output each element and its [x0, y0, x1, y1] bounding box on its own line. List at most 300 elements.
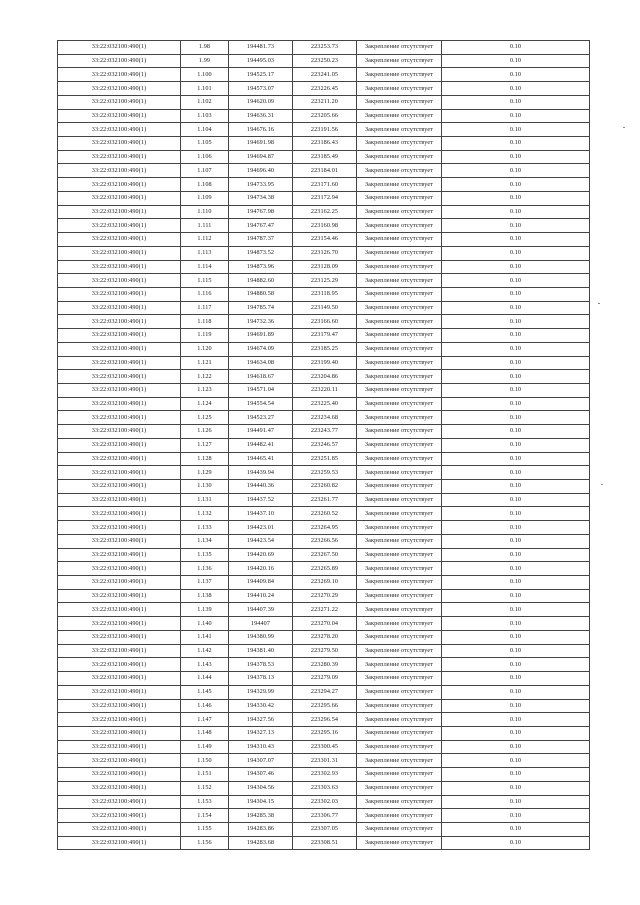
y-coordinate-cell: 223301.31: [293, 754, 357, 768]
error-value-cell: 0.10: [442, 41, 590, 55]
y-coordinate-cell: 223241.05: [293, 68, 357, 82]
fixation-method-cell: Закрепление отсутствует: [357, 287, 442, 301]
point-number-cell: 1.155: [181, 822, 229, 836]
point-number-cell: 1.138: [181, 589, 229, 603]
x-coordinate-cell: 194407: [229, 617, 293, 631]
y-coordinate-cell: 223211.20: [293, 95, 357, 109]
fixation-method-cell: Закрепление отсутствует: [357, 507, 442, 521]
error-value-cell: 0.10: [442, 795, 590, 809]
error-value-cell: 0.10: [442, 219, 590, 233]
x-coordinate-cell: 194423.54: [229, 534, 293, 548]
y-coordinate-cell: 223279.50: [293, 644, 357, 658]
point-number-cell: 1.117: [181, 301, 229, 315]
x-coordinate-cell: 194327.13: [229, 726, 293, 740]
point-number-cell: 1.141: [181, 630, 229, 644]
x-coordinate-cell: 194618.67: [229, 370, 293, 384]
point-number-cell: 1.105: [181, 137, 229, 151]
point-number-cell: 1.129: [181, 466, 229, 480]
cadastral-number-cell: 33:22:032100:490(1): [58, 795, 181, 809]
y-coordinate-cell: 223118.95: [293, 287, 357, 301]
y-coordinate-cell: 223261.77: [293, 493, 357, 507]
fixation-method-cell: Закрепление отсутствует: [357, 137, 442, 151]
cadastral-number-cell: 33:22:032100:490(1): [58, 287, 181, 301]
x-coordinate-cell: 194495.03: [229, 54, 293, 68]
cadastral-number-cell: 33:22:032100:490(1): [58, 589, 181, 603]
y-coordinate-cell: 223279.09: [293, 672, 357, 686]
cadastral-number-cell: 33:22:032100:490(1): [58, 603, 181, 617]
table-row: [58, 397, 590, 411]
fixation-method-cell: Закрепление отсутствует: [357, 191, 442, 205]
x-coordinate-cell: 194734.38: [229, 191, 293, 205]
error-value-cell: 0.10: [442, 95, 590, 109]
x-coordinate-cell: 194304.56: [229, 781, 293, 795]
cadastral-number-cell: 33:22:032100:490(1): [58, 260, 181, 274]
point-number-cell: 1.110: [181, 205, 229, 219]
y-coordinate-cell: 223260.82: [293, 480, 357, 494]
table-row: [58, 41, 590, 55]
point-number-cell: 1.122: [181, 370, 229, 384]
fixation-method-cell: Закрепление отсутствует: [357, 836, 442, 850]
cadastral-number-cell: 33:22:032100:490(1): [58, 356, 181, 370]
table-row: [58, 644, 590, 658]
cadastral-number-cell: 33:22:032100:490(1): [58, 191, 181, 205]
y-coordinate-cell: 223296.54: [293, 713, 357, 727]
error-value-cell: 0.10: [442, 576, 590, 590]
fixation-method-cell: Закрепление отсутствует: [357, 397, 442, 411]
fixation-method-cell: Закрепление отсутствует: [357, 480, 442, 494]
scan-speck: [623, 127, 625, 128]
point-number-cell: 1.142: [181, 644, 229, 658]
point-number-cell: 1.119: [181, 329, 229, 343]
y-coordinate-cell: 223162.25: [293, 205, 357, 219]
error-value-cell: 0.10: [442, 425, 590, 439]
cadastral-number-cell: 33:22:032100:490(1): [58, 95, 181, 109]
y-coordinate-cell: 223269.10: [293, 576, 357, 590]
error-value-cell: 0.10: [442, 809, 590, 823]
point-number-cell: 1.126: [181, 425, 229, 439]
fixation-method-cell: Закрепление отсутствует: [357, 822, 442, 836]
x-coordinate-cell: 194691.89: [229, 329, 293, 343]
table-row: [58, 137, 590, 151]
x-coordinate-cell: 194691.98: [229, 137, 293, 151]
x-coordinate-cell: 194378.53: [229, 658, 293, 672]
point-number-cell: 1.147: [181, 713, 229, 727]
table-row: [58, 493, 590, 507]
point-number-cell: 1.130: [181, 480, 229, 494]
error-value-cell: 0.10: [442, 260, 590, 274]
x-coordinate-cell: 194482.41: [229, 438, 293, 452]
fixation-method-cell: Закрепление отсутствует: [357, 576, 442, 590]
table-row: [58, 356, 590, 370]
table-row: [58, 260, 590, 274]
table-row: [58, 274, 590, 288]
x-coordinate-cell: 194307.07: [229, 754, 293, 768]
error-value-cell: 0.10: [442, 699, 590, 713]
table-row: [58, 699, 590, 713]
y-coordinate-cell: 223270.29: [293, 589, 357, 603]
fixation-method-cell: Закрепление отсутствует: [357, 342, 442, 356]
point-number-cell: 1.132: [181, 507, 229, 521]
table-row: [58, 438, 590, 452]
error-value-cell: 0.10: [442, 123, 590, 137]
point-number-cell: 1.145: [181, 685, 229, 699]
table-row: [58, 726, 590, 740]
x-coordinate-cell: 194694.87: [229, 150, 293, 164]
fixation-method-cell: Закрепление отсутствует: [357, 781, 442, 795]
point-number-cell: 1.99: [181, 54, 229, 68]
x-coordinate-cell: 194767.98: [229, 205, 293, 219]
error-value-cell: 0.10: [442, 740, 590, 754]
fixation-method-cell: Закрепление отсутствует: [357, 438, 442, 452]
y-coordinate-cell: 223303.63: [293, 781, 357, 795]
x-coordinate-cell: 194880.58: [229, 287, 293, 301]
point-number-cell: 1.148: [181, 726, 229, 740]
error-value-cell: 0.10: [442, 603, 590, 617]
cadastral-number-cell: 33:22:032100:490(1): [58, 768, 181, 782]
cadastral-number-cell: 33:22:032100:490(1): [58, 754, 181, 768]
point-number-cell: 1.118: [181, 315, 229, 329]
fixation-method-cell: Закрепление отсутствует: [357, 315, 442, 329]
fixation-method-cell: Закрепление отсутствует: [357, 260, 442, 274]
fixation-method-cell: Закрепление отсутствует: [357, 95, 442, 109]
error-value-cell: 0.10: [442, 315, 590, 329]
table-row: [58, 795, 590, 809]
y-coordinate-cell: 223246.57: [293, 438, 357, 452]
cadastral-number-cell: 33:22:032100:490(1): [58, 726, 181, 740]
point-number-cell: 1.114: [181, 260, 229, 274]
fixation-method-cell: Закрепление отсутствует: [357, 370, 442, 384]
error-value-cell: 0.10: [442, 246, 590, 260]
fixation-method-cell: Закрепление отсутствует: [357, 630, 442, 644]
point-number-cell: 1.136: [181, 562, 229, 576]
fixation-method-cell: Закрепление отсутствует: [357, 809, 442, 823]
table-row: [58, 205, 590, 219]
point-number-cell: 1.104: [181, 123, 229, 137]
fixation-method-cell: Закрепление отсутствует: [357, 617, 442, 631]
fixation-method-cell: Закрепление отсутствует: [357, 548, 442, 562]
y-coordinate-cell: 223166.60: [293, 315, 357, 329]
x-coordinate-cell: 194481.73: [229, 41, 293, 55]
x-coordinate-cell: 194634.08: [229, 356, 293, 370]
point-number-cell: 1.121: [181, 356, 229, 370]
fixation-method-cell: Закрепление отсутствует: [357, 685, 442, 699]
x-coordinate-cell: 194767.47: [229, 219, 293, 233]
table-row: [58, 109, 590, 123]
y-coordinate-cell: 223128.09: [293, 260, 357, 274]
table-row: [58, 534, 590, 548]
cadastral-number-cell: 33:22:032100:490(1): [58, 699, 181, 713]
cadastral-number-cell: 33:22:032100:490(1): [58, 630, 181, 644]
y-coordinate-cell: 223280.39: [293, 658, 357, 672]
point-number-cell: 1.101: [181, 82, 229, 96]
x-coordinate-cell: 194523.27: [229, 411, 293, 425]
table-row: [58, 411, 590, 425]
fixation-method-cell: Закрепление отсутствует: [357, 672, 442, 686]
error-value-cell: 0.10: [442, 301, 590, 315]
point-number-cell: 1.143: [181, 658, 229, 672]
table-row: [58, 329, 590, 343]
x-coordinate-cell: 194882.60: [229, 274, 293, 288]
error-value-cell: 0.10: [442, 109, 590, 123]
table-row: [58, 548, 590, 562]
cadastral-number-cell: 33:22:032100:490(1): [58, 644, 181, 658]
y-coordinate-cell: 223294.27: [293, 685, 357, 699]
fixation-method-cell: Закрепление отсутствует: [357, 562, 442, 576]
point-number-cell: 1.125: [181, 411, 229, 425]
y-coordinate-cell: 223199.40: [293, 356, 357, 370]
error-value-cell: 0.10: [442, 164, 590, 178]
error-value-cell: 0.10: [442, 836, 590, 850]
coordinates-table-body: [58, 41, 590, 850]
fixation-method-cell: Закрепление отсутствует: [357, 82, 442, 96]
cadastral-number-cell: 33:22:032100:490(1): [58, 342, 181, 356]
fixation-method-cell: Закрепление отсутствует: [357, 41, 442, 55]
error-value-cell: 0.10: [442, 82, 590, 96]
y-coordinate-cell: 223250.23: [293, 54, 357, 68]
y-coordinate-cell: 223306.77: [293, 809, 357, 823]
table-row: [58, 576, 590, 590]
point-number-cell: 1.146: [181, 699, 229, 713]
y-coordinate-cell: 223251.85: [293, 452, 357, 466]
cadastral-number-cell: 33:22:032100:490(1): [58, 740, 181, 754]
fixation-method-cell: Закрепление отсутствует: [357, 274, 442, 288]
x-coordinate-cell: 194437.10: [229, 507, 293, 521]
table-row: [58, 822, 590, 836]
y-coordinate-cell: 223243.77: [293, 425, 357, 439]
cadastral-number-cell: 33:22:032100:490(1): [58, 68, 181, 82]
fixation-method-cell: Закрепление отсутствует: [357, 109, 442, 123]
point-number-cell: 1.124: [181, 397, 229, 411]
fixation-method-cell: Закрепление отсутствует: [357, 452, 442, 466]
error-value-cell: 0.10: [442, 521, 590, 535]
table-row: [58, 672, 590, 686]
fixation-method-cell: Закрепление отсутствует: [357, 726, 442, 740]
x-coordinate-cell: 194410.24: [229, 589, 293, 603]
table-row: [58, 617, 590, 631]
y-coordinate-cell: 223267.50: [293, 548, 357, 562]
y-coordinate-cell: 223295.66: [293, 699, 357, 713]
table-row: [58, 383, 590, 397]
table-row: [58, 301, 590, 315]
error-value-cell: 0.10: [442, 438, 590, 452]
y-coordinate-cell: 223271.22: [293, 603, 357, 617]
x-coordinate-cell: 194636.31: [229, 109, 293, 123]
table-row: [58, 54, 590, 68]
x-coordinate-cell: 194873.52: [229, 246, 293, 260]
error-value-cell: 0.10: [442, 781, 590, 795]
cadastral-number-cell: 33:22:032100:490(1): [58, 534, 181, 548]
fixation-method-cell: Закрепление отсутствует: [357, 219, 442, 233]
y-coordinate-cell: 223270.04: [293, 617, 357, 631]
error-value-cell: 0.10: [442, 822, 590, 836]
table-row: [58, 836, 590, 850]
fixation-method-cell: Закрепление отсутствует: [357, 644, 442, 658]
y-coordinate-cell: 223308.51: [293, 836, 357, 850]
x-coordinate-cell: 194420.16: [229, 562, 293, 576]
error-value-cell: 0.10: [442, 589, 590, 603]
y-coordinate-cell: 223260.52: [293, 507, 357, 521]
point-number-cell: 1.131: [181, 493, 229, 507]
point-number-cell: 1.150: [181, 754, 229, 768]
error-value-cell: 0.10: [442, 383, 590, 397]
fixation-method-cell: Закрепление отсутствует: [357, 521, 442, 535]
y-coordinate-cell: 223185.25: [293, 342, 357, 356]
table-row: [58, 658, 590, 672]
error-value-cell: 0.10: [442, 205, 590, 219]
table-row: [58, 507, 590, 521]
table-row: [58, 589, 590, 603]
error-value-cell: 0.10: [442, 713, 590, 727]
cadastral-number-cell: 33:22:032100:490(1): [58, 425, 181, 439]
cadastral-number-cell: 33:22:032100:490(1): [58, 370, 181, 384]
point-number-cell: 1.152: [181, 781, 229, 795]
fixation-method-cell: Закрепление отсутствует: [357, 329, 442, 343]
cadastral-number-cell: 33:22:032100:490(1): [58, 562, 181, 576]
y-coordinate-cell: 223191.56: [293, 123, 357, 137]
table-row: [58, 562, 590, 576]
point-number-cell: 1.128: [181, 452, 229, 466]
y-coordinate-cell: 223265.89: [293, 562, 357, 576]
cadastral-number-cell: 33:22:032100:490(1): [58, 658, 181, 672]
error-value-cell: 0.10: [442, 287, 590, 301]
cadastral-number-cell: 33:22:032100:490(1): [58, 178, 181, 192]
y-coordinate-cell: 223295.16: [293, 726, 357, 740]
error-value-cell: 0.10: [442, 548, 590, 562]
cadastral-number-cell: 33:22:032100:490(1): [58, 150, 181, 164]
x-coordinate-cell: 194491.47: [229, 425, 293, 439]
cadastral-number-cell: 33:22:032100:490(1): [58, 452, 181, 466]
cadastral-number-cell: 33:22:032100:490(1): [58, 672, 181, 686]
scan-speck: [601, 484, 603, 485]
error-value-cell: 0.10: [442, 630, 590, 644]
y-coordinate-cell: 223125.29: [293, 274, 357, 288]
table-row: [58, 685, 590, 699]
cadastral-number-cell: 33:22:032100:490(1): [58, 301, 181, 315]
fixation-method-cell: Закрепление отсутствует: [357, 383, 442, 397]
point-number-cell: 1.123: [181, 383, 229, 397]
scan-speck: [598, 303, 600, 304]
fixation-method-cell: Закрепление отсутствует: [357, 699, 442, 713]
point-number-cell: 1.102: [181, 95, 229, 109]
table-row: [58, 287, 590, 301]
cadastral-number-cell: 33:22:032100:490(1): [58, 713, 181, 727]
fixation-method-cell: Закрепление отсутствует: [357, 795, 442, 809]
point-number-cell: 1.120: [181, 342, 229, 356]
y-coordinate-cell: 223225.40: [293, 397, 357, 411]
y-coordinate-cell: 223302.03: [293, 795, 357, 809]
table-row: [58, 178, 590, 192]
cadastral-number-cell: 33:22:032100:490(1): [58, 123, 181, 137]
error-value-cell: 0.10: [442, 466, 590, 480]
fixation-method-cell: Закрепление отсутствует: [357, 425, 442, 439]
cadastral-number-cell: 33:22:032100:490(1): [58, 164, 181, 178]
error-value-cell: 0.10: [442, 178, 590, 192]
cadastral-number-cell: 33:22:032100:490(1): [58, 41, 181, 55]
table-row: [58, 809, 590, 823]
y-coordinate-cell: 223300.45: [293, 740, 357, 754]
error-value-cell: 0.10: [442, 137, 590, 151]
error-value-cell: 0.10: [442, 672, 590, 686]
table-row: [58, 781, 590, 795]
x-coordinate-cell: 194378.13: [229, 672, 293, 686]
x-coordinate-cell: 194420.69: [229, 548, 293, 562]
fixation-method-cell: Закрепление отсутствует: [357, 301, 442, 315]
cadastral-number-cell: 33:22:032100:490(1): [58, 493, 181, 507]
fixation-method-cell: Закрепление отсутствует: [357, 534, 442, 548]
x-coordinate-cell: 194380.99: [229, 630, 293, 644]
fixation-method-cell: Закрепление отсутствует: [357, 150, 442, 164]
fixation-method-cell: Закрепление отсутствует: [357, 740, 442, 754]
table-row: [58, 233, 590, 247]
cadastral-number-cell: 33:22:032100:490(1): [58, 781, 181, 795]
y-coordinate-cell: 223149.50: [293, 301, 357, 315]
error-value-cell: 0.10: [442, 768, 590, 782]
fixation-method-cell: Закрепление отсутствует: [357, 178, 442, 192]
error-value-cell: 0.10: [442, 658, 590, 672]
x-coordinate-cell: 194285.38: [229, 809, 293, 823]
point-number-cell: 1.98: [181, 41, 229, 55]
y-coordinate-cell: 223179.47: [293, 329, 357, 343]
x-coordinate-cell: 194785.74: [229, 301, 293, 315]
fixation-method-cell: Закрепление отсутствует: [357, 603, 442, 617]
x-coordinate-cell: 194381.40: [229, 644, 293, 658]
table-row: [58, 219, 590, 233]
x-coordinate-cell: 194307.46: [229, 768, 293, 782]
error-value-cell: 0.10: [442, 534, 590, 548]
y-coordinate-cell: 223186.43: [293, 137, 357, 151]
x-coordinate-cell: 194733.95: [229, 178, 293, 192]
x-coordinate-cell: 194620.09: [229, 95, 293, 109]
point-number-cell: 1.140: [181, 617, 229, 631]
y-coordinate-cell: 223234.68: [293, 411, 357, 425]
cadastral-number-cell: 33:22:032100:490(1): [58, 137, 181, 151]
x-coordinate-cell: 194407.39: [229, 603, 293, 617]
error-value-cell: 0.10: [442, 329, 590, 343]
point-number-cell: 1.107: [181, 164, 229, 178]
cadastral-number-cell: 33:22:032100:490(1): [58, 822, 181, 836]
y-coordinate-cell: 223154.46: [293, 233, 357, 247]
table-row: [58, 603, 590, 617]
error-value-cell: 0.10: [442, 685, 590, 699]
x-coordinate-cell: 194310.43: [229, 740, 293, 754]
table-row: [58, 768, 590, 782]
fixation-method-cell: Закрепление отсутствует: [357, 768, 442, 782]
table-row: [58, 315, 590, 329]
cadastral-number-cell: 33:22:032100:490(1): [58, 329, 181, 343]
table-row: [58, 82, 590, 96]
error-value-cell: 0.10: [442, 68, 590, 82]
table-row: [58, 342, 590, 356]
point-number-cell: 1.108: [181, 178, 229, 192]
x-coordinate-cell: 194283.86: [229, 822, 293, 836]
fixation-method-cell: Закрепление отсутствует: [357, 164, 442, 178]
fixation-method-cell: Закрепление отсутствует: [357, 68, 442, 82]
fixation-method-cell: Закрепление отсутствует: [357, 754, 442, 768]
y-coordinate-cell: 223185.49: [293, 150, 357, 164]
cadastral-number-cell: 33:22:032100:490(1): [58, 507, 181, 521]
table-row: [58, 425, 590, 439]
point-number-cell: 1.154: [181, 809, 229, 823]
table-row: [58, 713, 590, 727]
document-page: [57, 40, 589, 850]
x-coordinate-cell: 194732.36: [229, 315, 293, 329]
error-value-cell: 0.10: [442, 191, 590, 205]
table-row: [58, 191, 590, 205]
x-coordinate-cell: 194465.41: [229, 452, 293, 466]
point-number-cell: 1.103: [181, 109, 229, 123]
error-value-cell: 0.10: [442, 507, 590, 521]
fixation-method-cell: Закрепление отсутствует: [357, 205, 442, 219]
